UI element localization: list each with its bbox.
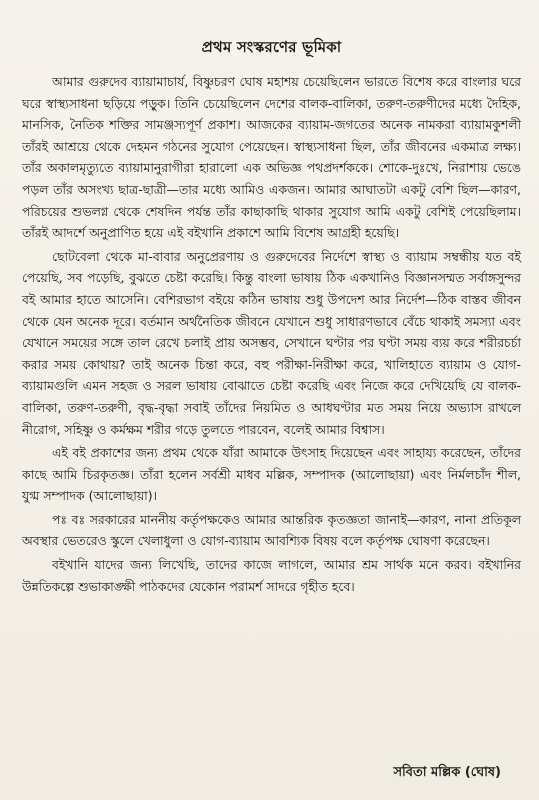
page-title: প্রথম সংস্করণের ভূমিকা (201, 38, 342, 56)
paragraph-3: এই বই প্রকাশের জন্য প্রথম থেকে যাঁরা আমাকে উৎসাহ দিয়েছেন এবং সাহায্য করেছেন, তাঁদের কাছে আমি চিরকৃতজ্ঞ। তাঁরা হলেন সর্বশ্রী মাধব মল্লিক, সম্পাদক (আলোছায়া) এবং নির্মলচাঁদ শীল, যুগ্ম সম্পাদক (আলোছায়া)। (22, 445, 521, 504)
paragraph-5: বইখানি যাদের জন্য লিখেছি, তাদের কাজে লাগলে, আমার শ্রম সার্থক মনে করব। বইখানির উন্নতিকল্পে শুভাকাঙ্ক্ষী পাঠকদের যেকোন পরামর্শ সাদরে গৃহীত হবে। (22, 557, 521, 594)
preface-body (22, 71, 521, 597)
paragraph-1: আমার গুরুদেব ব্যায়ামাচার্য, বিষ্ণুচরণ ঘোষ মহাশয় চেয়েছিলেন ভারতে বিশেষ করে বাংলার ঘরে ঘরে স্বাস্থ্যসাধনা ছড়িয়ে পড়ুক। তিনি চেয়েছিলেন দেশের বালক-বালিকা, তরুণ-তরুণীদের মধ্যে দৈহিক, মানসিক, নৈতিক শক্তির সামঞ্জস্যপূর্ণ প্রকাশ। আজকের ব্যায়াম-জগতের অনেক নামকরা ব্যায়ামকুশলী তাঁরই আশ্রয়ে থেকে দেহমন গঠনের সুযোগ পেয়েছেন। স্বাস্থ্যসাধনা ছিল, তাঁর জীবনের একমাত্র লক্ষ্য। তাঁর অকালমৃত্যুতে ব্যায়ামানুরাগীরা হারালো এক অভিজ্ঞ পথপ্রদর্শককে। শোকে-দুঃখে, নিরাশায় ভেঙে পড়ল তাঁর অসংখ্য ছাত্র-ছাত্রী—তার মধ্যে আমিও একজন। আমার আঘাতটা একটু বেশি ছিল—কারণ, পরিচয়ের শুভলগ্ন থেকে শেষদিন পর্যন্ত তাঁর কাছাকাছি থাকার সুযোগ আমি একটু বেশিই পেয়েছিলাম। তাঁরই আদর্শে অনুপ্রাণিত হয়ে এই বইখানি প্রকাশে আমি বিশেষ আগ্রহী হয়েছি। (22, 74, 521, 241)
paragraph-4: পঃ বঃ সরকারের মাননীয় কর্তৃপক্ষকেও আমার আন্তরিক কৃতজ্ঞতা জানাই—কারণ, নানা প্রতিকূল অবস্থার ভেতরেও স্কুলে খেলাধুলা ও যোগ-ব্যায়াম আবশ্যিক বিষয় বলে কর্তৃপক্ষ ঘোষণা করেছেন। (22, 511, 521, 549)
paragraph-2: ছোটবেলা থেকে মা-বাবার অনুপ্রেরণায় ও গুরুদেবের নির্দেশে স্বাস্থ্য ও ব্যায়াম সম্বন্ধীয় যত বই পেয়েছি, সব পড়েছি, বুঝতে চেষ্টা করেছি। কিন্তু বাংলা ভাষায় ঠিক একখানিও বিজ্ঞানসম্মত সর্বাঙ্গসুন্দর বই আমার হাতে আসেনি। বেশিরভাগ বইয়ে কঠিন ভাষায় শুধু উপদেশ আর নির্দেশ—ঠিক বাস্তব জীবন থেকে যেন অনেক দূরে। বর্তমান অর্থনৈতিক জীবনে যেখানে শুধু সাধারণভাবে বেঁচে থাকাই সমস্যা এবং যেখানে সময়ের সঙ্গে তাল রেখে চলাই প্রায় অসম্ভব, সেখানে ঘণ্টার পর ঘণ্টা সময় ব্যয় করে শরীরচর্চা করার সময় কোথায়? তাই অনেক চিন্তা করে, বহু পরীক্ষা-নিরীক্ষা করে, খালিহাতে ব্যায়াম ও যোগ-ব্যায়ামগুলি এমন সহজ ও সরল ভাষায় বোঝাতে চেষ্টা করেছি এবং নিজে করে দেখিয়েছি যে বালক-বালিকা, তরুণ-তরুণী, বৃদ্ধ-বৃদ্ধা সবাই তাঁদের নিয়মিত ও আধঘণ্টার মত সময় নিয়ে অভ্যাস রাখলে নীরোগ, সহিষ্ণু ও কর্মক্ষম শরীর গড়ে তুলতে পারবেন, বলেই আমার বিশ্বাস। (22, 248, 521, 437)
author-signature: সবিতা মল্লিক (ঘোষ) (393, 765, 501, 780)
